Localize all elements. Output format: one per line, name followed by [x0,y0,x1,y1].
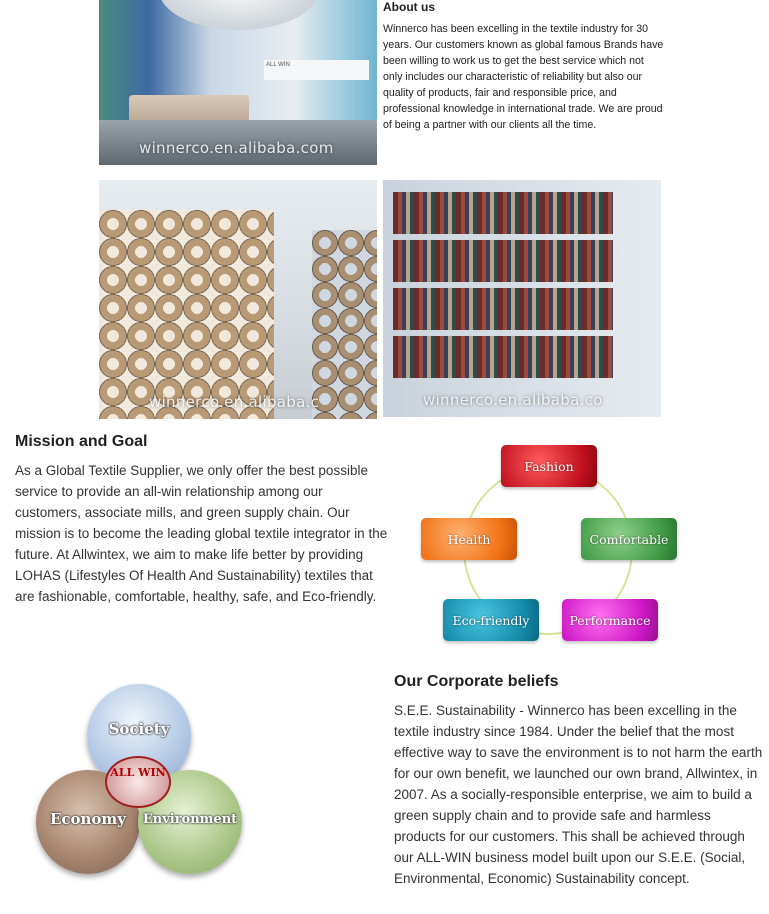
cycle-item-eco-friendly: Eco-friendly [443,599,539,641]
office-sign-text: ALL WIN [266,62,290,68]
about-title: About us [383,0,435,14]
society-label: Society [108,720,170,738]
all-win-badge: ALL WIN [105,756,171,808]
photo-watermark: winnerco.en.alibaba.co [423,391,603,409]
fabric-shelf [393,336,613,378]
lohas-cycle-diagram [415,440,685,652]
cycle-item-performance: Performance [562,599,658,641]
office-lobby-photo [99,0,377,165]
cycle-item-comfortable: Comfortable [581,518,677,560]
economy-label: Economy [49,810,127,828]
cycle-item-fashion: Fashion [501,445,597,487]
photo-watermark: winnerco.en.alibaba.c [149,393,320,411]
ceiling-light [159,0,319,30]
fabric-roll-wall [99,210,274,419]
mission-title: Mission and Goal [15,433,148,450]
all-win-diagram [30,680,250,890]
beliefs-title: Our Corporate beliefs [394,673,559,690]
fabric-shelf [393,240,613,282]
mission-body: As a Global Textile Supplier, we only offer the best possible service to provide an all-win relationship among our customers, associate mills, and green supply chain. Our mission is to become the leading global textile integrator in the future. At Allwintex, we aim to make life better by providing LOHAS (Lifestyles Of Health And Sustainability) textiles that are fashionable, comfortable, healthy, safe, and Eco-friendly. [15,463,388,604]
fabric-shelf [393,192,613,234]
fabric-roll-rack [312,230,377,419]
cycle-item-health: Health [421,518,517,560]
fabric-rolls-showroom-photo [99,180,377,419]
fabric-shelf [393,288,613,330]
beliefs-body: S.E.E. Sustainability - Winnerco has been excelling in the textile industry since 1984. Under the belief that the most effective way to save the environment is to not harm the earth for our own benefit, we launched our own brand, Allwintex, in 2007. As a socially-responsible enterprise, we aim to build a green supply chain and to provide safe and harmless products for our customers. This shall be achieved through our ALL-WIN business model built upon our S.E.E. (Social, Environmental, Economic) Sustainability concept. [394,703,763,886]
fabric-samples-showroom-photo [383,180,661,417]
photo-watermark: winnerco.en.alibaba.com [139,139,334,157]
environment-label: Environment [142,811,238,827]
about-body: Winnerco has been excelling in the textile industry for 30 years. Our customers known as global famous Brands have been willing to work us to get the best service which not only includes our characteristic of reliability but also our quality of products, fair and responsible price, and professional knowledge in international trade. We are proud of being a partner with our clients all the time. [383,23,664,131]
office-wall-sign [264,60,369,80]
